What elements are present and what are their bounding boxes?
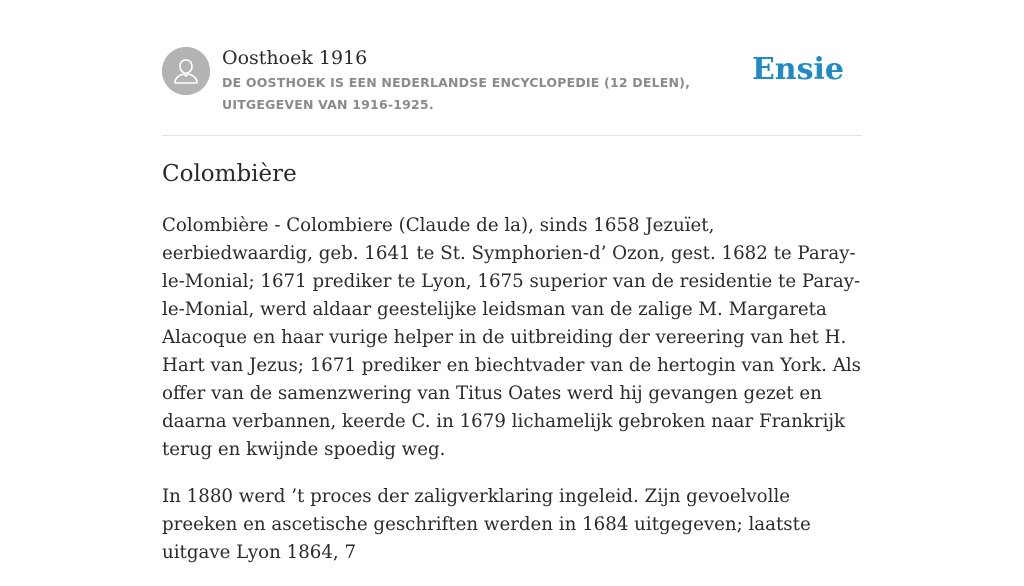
source-header bbox=[162, 44, 862, 116]
article-title: Colombière bbox=[162, 161, 297, 187]
source-description: DE OOSTHOEK IS EEN NEDERLANDSE ENCYCLOPEDIE (12 DELEN), UITGEGEVEN VAN 1916-1925. bbox=[222, 75, 691, 112]
source-title[interactable]: Oosthoek 1916 bbox=[222, 47, 368, 69]
article-body bbox=[162, 212, 862, 586]
article-paragraph: Colombière - Colombiere (Claude de la), sinds 1658 Jezuïet, eerbiedwaardig, geb. 1641 te St. Symphorien-d’ Ozon, gest. 1682 te Paray-le-Monial; 1671 prediker te Lyon, 1675 superior van de residentie te Paray-le-Monial, werd aldaar geestelijke leidsman van de zalige M. Margareta Alacoque en haar vurige helper in de uitbreiding der vereering van het H. Hart van Jezus; 1671 prediker en biechtvader van de hertogin van York. Als offer van de samenzwering van Titus Oates werd hij gevangen gezet en daarna verbannen, keerde C. in 1679 lichamelijk gebroken naar Frankrijk terug en kwijnde spoedig weg. bbox=[162, 215, 862, 460]
header-divider bbox=[162, 135, 862, 136]
brand-logo[interactable]: Ensie bbox=[751, 52, 844, 87]
user-avatar-icon[interactable] bbox=[162, 47, 210, 95]
article-paragraph: In 1880 werd ’t proces der zaligverklaring ingeleid. Zijn gevoelvolle preeken en ascetische geschriften werden in 1684 uitgegeven; laatste uitgave Lyon 1864, 7 bbox=[162, 486, 811, 563]
